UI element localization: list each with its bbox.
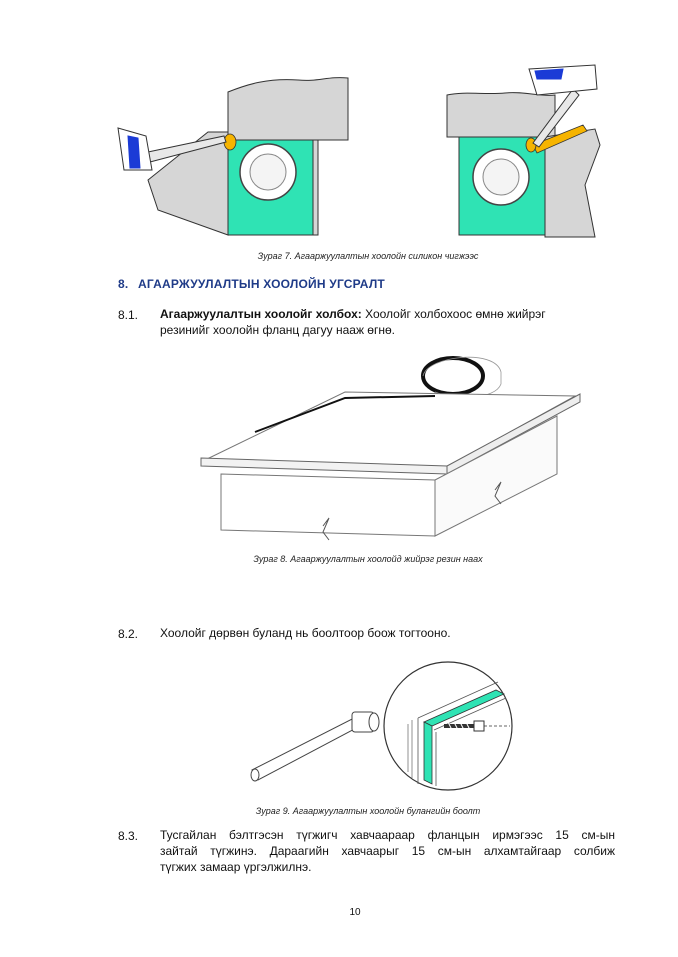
item-8-1-lead: Агааржуулалтын хоолойг холбох: bbox=[160, 307, 362, 321]
item-8-3-line3: түгжих замаар үргэлжилнэ. bbox=[160, 860, 312, 874]
figure-8-caption: Зураг 8. Агааржуулалтын хоолойд жийрэг резин наах bbox=[253, 554, 483, 564]
item-8-1-line1: Хоолойг холбохоос өмнө жийрэг bbox=[361, 307, 546, 321]
figure-9-caption: Зураг 9. Агааржуулалтын хоолойн булангийн боолт bbox=[255, 806, 481, 816]
item-8-1-text bbox=[160, 306, 615, 338]
item-8-3-number: 8.3. bbox=[118, 829, 139, 843]
item-8-3-line1: Тусгайлан бэлтгэсэн түгжигч хавчаараар фланцын ирмэгээс 15 см-ын bbox=[160, 828, 615, 842]
sealant-right-illustration bbox=[445, 65, 605, 240]
item-8-2-number: 8.2. bbox=[118, 627, 139, 641]
sealant-left-illustration bbox=[118, 70, 348, 240]
figure-9-illustration bbox=[248, 660, 528, 800]
item-8-3-text bbox=[160, 827, 615, 875]
item-8-1-number: 8.1. bbox=[118, 308, 139, 322]
figure-8-illustration bbox=[195, 350, 595, 550]
figure-7-caption: Зураг 7. Агааржуулалтын хоолойн силикон чигжээс bbox=[257, 251, 479, 261]
item-8-3-line2: зайтай түгжинэ. Дараагийн хавчаарыг 15 см-ын алхамтайгаар солбиж bbox=[160, 844, 615, 858]
item-8-1-line2: резинийг хоолойн фланц дагуу нааж өгнө. bbox=[160, 323, 395, 337]
page-number: 10 bbox=[349, 907, 361, 918]
section-number: 8. bbox=[118, 277, 129, 291]
item-8-2-text: Хоолойг дөрвөн буланд нь боолтоор боож тогтооно. bbox=[160, 626, 451, 640]
section-title: АГААРЖУУЛАЛТЫН ХООЛОЙН УГСРАЛТ bbox=[138, 277, 385, 291]
